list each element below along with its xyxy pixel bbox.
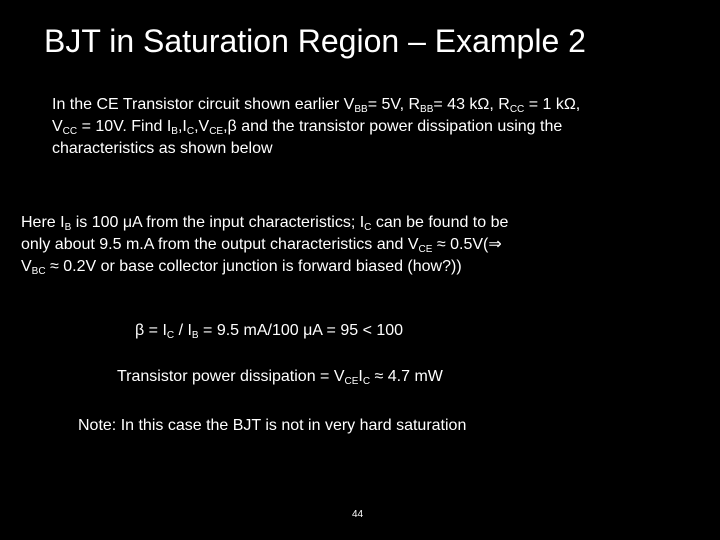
problem-line-3: characteristics as shown below <box>52 140 273 157</box>
problem-line-2: $V_{CC} = 10V$. Find $I_B,I_C,V_{CE},\beta$ and the transistor power dissipation using the <box>52 118 563 137</box>
solution-line-2: only about 9.5 m.A from the output characteristics and $V_{CE}$ ≈ 0.5V(⇒ <box>21 236 502 255</box>
solution-line-3: $V_{BC} \approx 0.2V$ or base collector junction is forward biased (how?)) <box>21 258 462 277</box>
power-dissipation: Transistor power dissipation = $V_{CE}I_C \approx 4.7$ mW <box>117 368 443 387</box>
page-number: 44 <box>352 509 364 520</box>
beta-equation: $\beta = I_C / I_B = 9.5$ mA/100 μA = 95 < 100 <box>135 322 404 341</box>
solution-line-1: Here $I_B$ is 100 μA from the input characteristics; $I_C$ can be found to be <box>21 214 509 233</box>
problem-line-1: In the CE Transistor circuit shown earlier $V_{BB}= 5V$, $R_{BB}= 43$ kΩ, $R_{CC} = 1$ kΩ, <box>52 96 581 115</box>
note-text: Note: In this case the BJT is not in very hard saturation <box>78 417 467 434</box>
solution-text <box>21 212 711 278</box>
problem-statement <box>52 94 712 160</box>
slide-title: BJT in Saturation Region – Example 2 <box>44 23 586 59</box>
